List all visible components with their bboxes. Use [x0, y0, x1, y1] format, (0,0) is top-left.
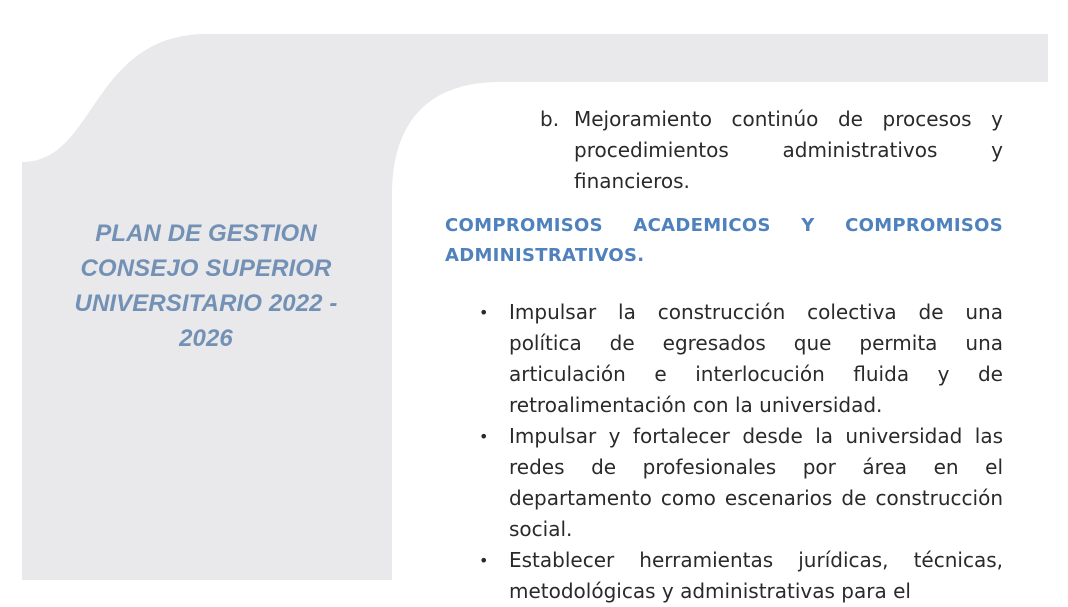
document-title: PLAN DE GESTION CONSEJO SUPERIOR UNIVERSITARIO 2022 - 2026 — [74, 220, 338, 352]
bullet-icon: • — [479, 427, 489, 446]
bullet-list — [445, 297, 1003, 607]
list-marker-b: b. — [540, 107, 560, 131]
bullet-icon: • — [479, 551, 489, 570]
list-item-text: Impulsar la construcción colectiva de una política de egresados que permita una articulación e interlocución fluida y de retroalimentación con la universidad. — [509, 300, 1003, 417]
list-item-b-text: Mejoramiento continúo de procesos y procedimientos administrativos y financieros. — [574, 107, 1003, 193]
list-item-text: Impulsar y fortalecer desde la universidad las redes de profesionales por área en el departamento como escenarios de construcción social. — [509, 424, 1003, 541]
list-item-text: Establecer herramientas jurídicas, técnicas, metodológicas y administrativas para el — [509, 548, 1003, 603]
section-heading: COMPROMISOS ACADEMICOS Y COMPROMISOS ADMINISTRATIVOS. — [445, 215, 1003, 266]
list-item — [445, 545, 1003, 607]
list-item-b — [445, 104, 1003, 197]
list-item — [445, 297, 1003, 421]
list-item — [445, 421, 1003, 545]
document-content — [445, 104, 1003, 607]
bullet-icon: • — [479, 303, 489, 322]
